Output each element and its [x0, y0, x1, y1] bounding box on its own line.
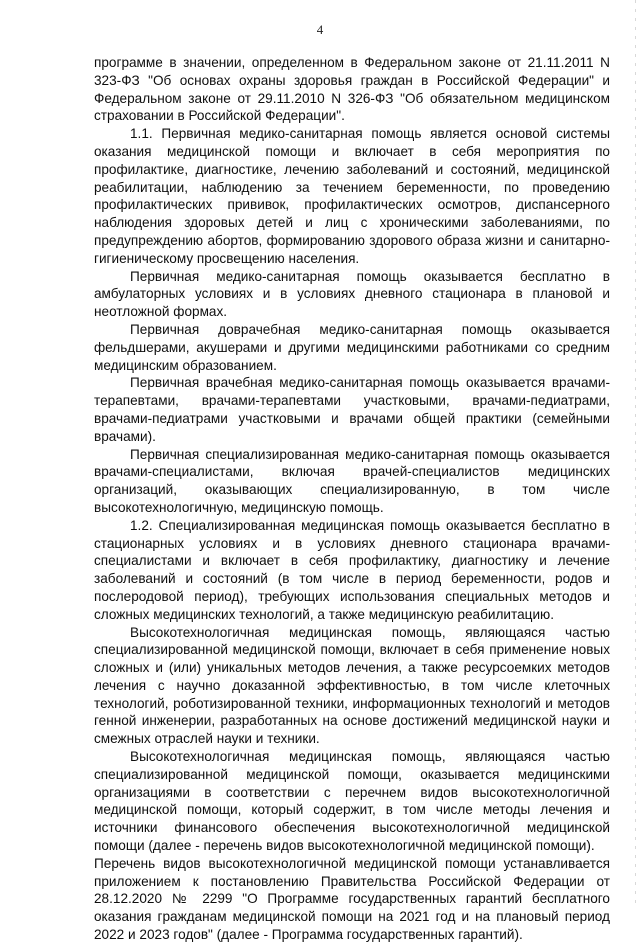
paragraph-pre-doctor-care: Первичная доврачебная медико-санитарная помощь оказывается фельдшерами, акушерами и другими медицинскими работниками со средним медицинским образованием.: [94, 321, 610, 373]
paragraph-high-tech-list: Перечень видов высокотехнологичной медицинской помощи устанавливается приложением к постановлению Правительства Российской Федерации от 28.12.2020 № 2299 "О Программе государственных гарантий бесплатного оказания гражданам медицинской помощи на 2021 год и на плановый период 2022 и 2023 годов" (далее - Программа государственных гарантий).: [94, 855, 610, 943]
paragraph-high-tech-care-definition: Высокотехнологичная медицинская помощь, являющаяся частью специализированной медицинской помощи, включает в себя применение новых сложных и (или) уникальных методов лечения, а также ресурсоемких методов лечения с научно доказанной эффективностью, в том числе клеточных технологий, роботизированной техники, информационных технологий и методов генной инженерии, разработанных на основе достижений медицинской науки и смежных отраслей науки и техники.: [94, 624, 610, 747]
paragraph-specialized-primary-care: Первичная специализированная медико-санитарная помощь оказывается врачами-специалистами, включая врачей-специалистов медицинских организаций, оказывающих специализированную, в том числе высокотехнологичную, медицинскую помощь.: [94, 446, 610, 515]
paragraph-1-1-primary-care: 1.1. Первичная медико-санитарная помощь является основой системы оказания медицинской помощи и включает в себя мероприятия по профилактике, диагностике, лечению заболеваний и состояний, медицинской реабилитации, наблюдению за течением беременности, по проведению профилактических прививок, профилактических осмотров, диспансерного наблюдения здоровых детей и лиц с хроническими заболеваниями, по предупреждению абортов, формированию здорового образа жизни и санитарно-гигиеническому просвещению населения.: [94, 126, 610, 266]
paragraph-doctor-care: Первичная врачебная медико-санитарная помощь оказывается врачами-терапевтами, врачами-терапевтами участковыми, врачами-педиатрами, врачами-педиатрами участковыми и врачами общей практики (семейными врачами).: [94, 375, 610, 444]
page-number: 4: [316, 22, 324, 37]
paragraph-high-tech-care-provision: Высокотехнологичная медицинская помощь, являющаяся частью специализированной медицинской помощи, оказывается медицинскими организациями в соответствии с перечнем видов высокотехнологичной медицинской помощи, который содержит, в том числе методы лечения и источники финансового обеспечения высокотехнологичной медицинской помощи (далее - перечень видов высокотехнологичной медицинской помощи).: [94, 749, 610, 854]
scan-edge-mark: [635, 0, 636, 905]
paragraph-continuation: программе в значении, определенном в Федеральном законе от 21.11.2011 N 323-ФЗ "Об основах охраны здоровья граждан в Российской Федерации" и Федеральном законе от 29.11.2010 N 326-ФЗ "Об обязательном медицинском страховании в Российской Федерации".: [94, 55, 610, 124]
paragraph-primary-care-free: Первичная медико-санитарная помощь оказывается бесплатно в амбулаторных условиях и в условиях дневного стационара в плановой и неотложной формах.: [94, 268, 610, 320]
paragraph-1-2-specialized-care: 1.2. Специализированная медицинская помощь оказывается бесплатно в стационарных условиях и в условиях дневного стационара врачами-специалистами и включает в себя профилактику, диагностику и лечение заболеваний и состояний (в том числе в период беременности, родов и послеродовой период), требующих использования специальных методов и сложных медицинских технологий, а также медицинскую реабилитацию.: [94, 517, 610, 622]
document-body: [94, 54, 610, 944]
